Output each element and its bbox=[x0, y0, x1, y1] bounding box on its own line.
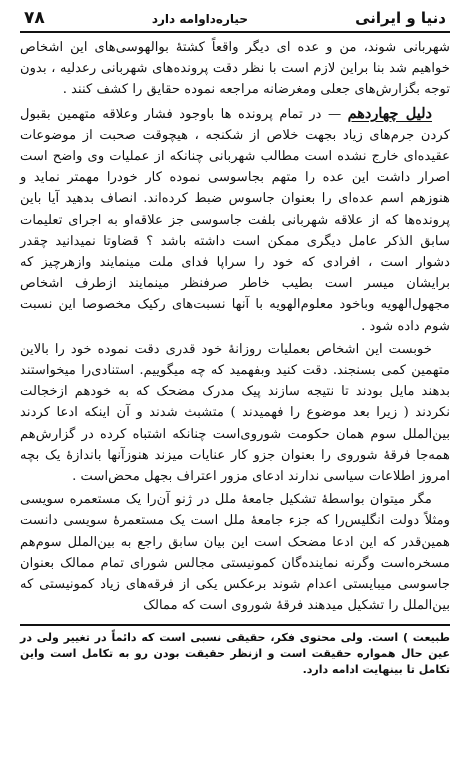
paragraph-text: — در تمام پرونده ها باوجود فشار وعلاقه متهمین بقبول کردن جرم‌های زیاد بجهت خلاص از شکنجه ، هیچوقت صحبت از موضوعات عقیده‌ای خارج نشده است مطالب شهربانی چنانکه از عملیات وی واضح است اصرار داشت این عده را متهم بجاسوسی نموده کار خودرا مهمتر نماید و هنوزهم اسم عده‌ای را بعنوان جاسوس ضبط کرده‌اند. انصاف بدهید آیا باین پرونده‌ها که از علاقه شهربانی بلفت جاسوسی جز علاقه‌او به اجرای تعلیمات سابق الذکر عامل دیگری ممکن است داشته باشد ؟ قضاوتا نمیدانید چقدر دشوار است ، افرادی که خود را سراپا فدای ملت مینمایند وازهرچیز که برایشان میسر است بطیب خاطر صرفنظر مینمایند ازطرف اشخاص مجهول‌الهویه وباخود معلوم‌الهویه با آنها نسبت‌های رکیک مخصوصا این نسبت شوم داده شود . bbox=[20, 106, 450, 334]
footnote: طبیعت ) است. ولی محتوی فکر، حقیقی نسبی است که دائماً در تغییر ولی در عین حال همواره حقیقت است و ازنظر حقیقت بودن رو به تکامل است واین تکامل تا بینهایت ادامه دارد. bbox=[20, 631, 450, 677]
paragraph bbox=[20, 339, 450, 487]
paragraph-text: شهربانی شوند، من و عده ای دیگر واقعاً کشتهٔ بوالهوسی‌های این اشخاص خواهیم شد بنا براین لازم است با نظر دقت پرونده‌های شهربانی رعدلیه ، بدون توجه بگزارش‌های جعلی ومغرضانه مراجعه نموده حقایق را کشف کنند . bbox=[20, 40, 450, 98]
paragraph bbox=[20, 103, 450, 337]
section-heading: دلیل چهاردهم bbox=[347, 104, 432, 122]
body-text bbox=[20, 37, 450, 616]
paragraph bbox=[20, 489, 450, 616]
paragraph-text: مگر میتوان بواسطهٔ تشکیل جامعهٔ ملل در ژنو آن‌را یک مستعمره سویسی ومثلاً دولت انگلیس‌را که جزء جامعهٔ ملل است یک مستعمرهٔ سویسی دانست همین‌قدر که این ادعا مضحک است این بیان سابق راجع به بین‌الملل سوم‌هم مسخره‌است وگرنه نماینده‌گان کمونیستی مجالس شورای تمام ممالک بعنوان جاسوسی میبایستی اعدام شوند برعکس یکی از فرقه‌های زیاد کمونیستی که بین‌الملل را تشکیل میدهند فرقهٔ شوروی است که ممالک bbox=[20, 492, 450, 614]
running-title: دنیا و ایرانی bbox=[355, 9, 446, 27]
paragraph bbox=[20, 37, 450, 101]
page-number: ۷۸ bbox=[24, 8, 45, 28]
paragraph-text: خوبست این اشخاص بعملیات روزانهٔ خود قدری دقت نموده خود را بالاین متهمین کمی بسنجند. دقت کنید وبفهمید که چه میگوییم. استنادی‌را میخواستند بدهند مایل بودند تا نتیجه سازند پیک مدرک مضحک که به خودهم ازخجالت نکردند ( زیرا بعد موضوع را فهمیدند ) متشبث شدند و آن اینکه ادعا کردند بین‌الملل سوم همان حکومت شوروی‌است چنانکه اشتباه کرده در گزارش‌هم همه‌جا فرقهٔ شوروی را بعنوان جزو کار عنایات میزند هنوزآنها باندازهٔ یک بچه امروز اطلاعات سیاسی ندارند ادعای مزور اعتراف بجهل محض‌است . bbox=[20, 341, 450, 485]
page-header bbox=[20, 6, 450, 33]
footnote-divider bbox=[20, 624, 450, 626]
running-subtitle: حیاره‌داوامه دارد bbox=[151, 12, 248, 26]
